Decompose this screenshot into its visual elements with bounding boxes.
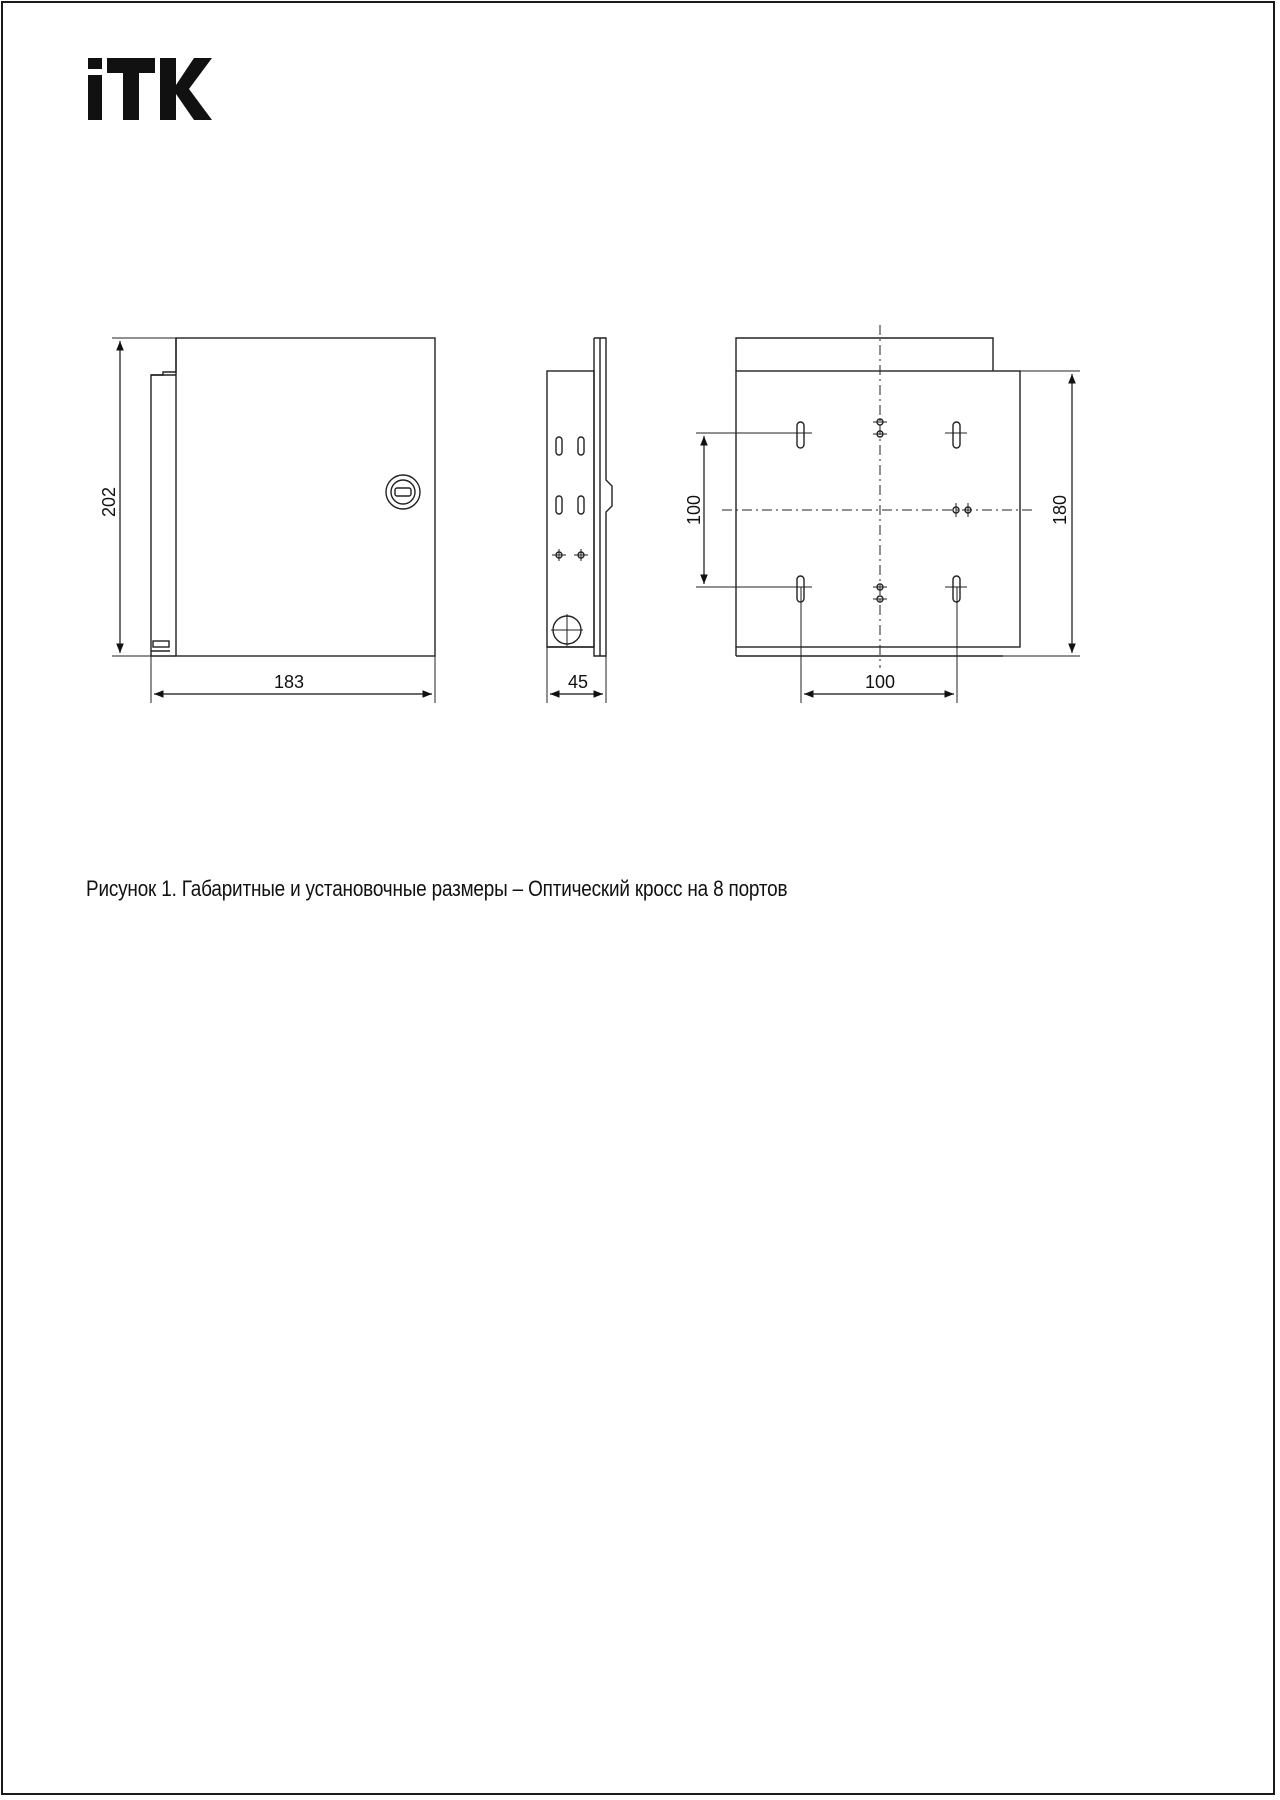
front-height-label: 202 [99, 486, 119, 518]
front-width-dimension [151, 656, 435, 703]
back-vertical-spacing-label: 100 [684, 494, 704, 526]
side-view [547, 338, 612, 656]
technical-drawing [0, 0, 1280, 760]
back-height-label: 180 [1050, 494, 1070, 526]
front-width-label: 183 [273, 672, 305, 692]
back-view [722, 325, 1035, 668]
side-depth-label: 45 [567, 672, 589, 692]
front-view [151, 338, 435, 656]
front-height-dimension [99, 338, 176, 656]
back-horizontal-spacing-label: 100 [864, 672, 896, 692]
figure-caption: Рисунок 1. Габаритные и установочные размеры – Оптический кросс на 8 портов [86, 876, 788, 901]
